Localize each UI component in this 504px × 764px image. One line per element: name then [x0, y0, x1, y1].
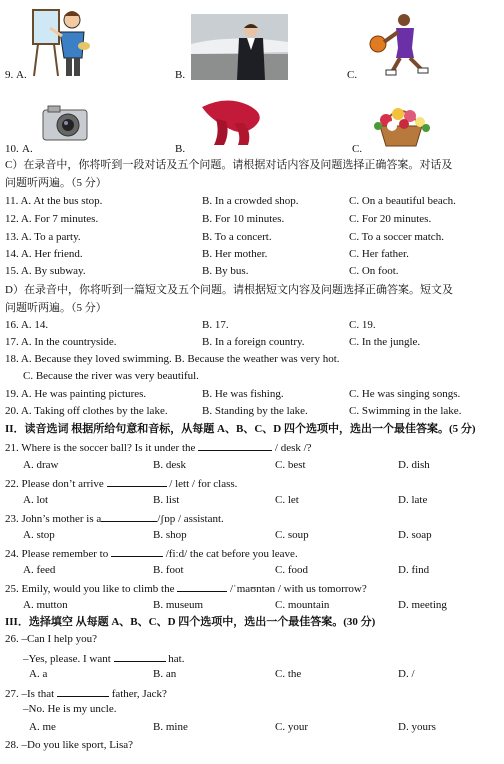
q13-option-a: 13. A. To a party.: [5, 231, 81, 243]
flower-basket-image: [368, 96, 434, 148]
q10-number: 10.: [5, 143, 19, 155]
q26-option-c: C. the: [275, 668, 302, 680]
q20-option-a: 20. A. Taking off clothes by the lake.: [5, 405, 168, 417]
q10-option-b-label: B.: [175, 143, 186, 155]
q21-stem-phonetic: / desk /?: [274, 442, 312, 454]
q26-line2: [23, 651, 185, 666]
q12-option-c: C. For 20 minutes.: [349, 213, 432, 225]
pilot-image: [191, 14, 288, 80]
q21-option-d: D. dish: [398, 459, 430, 471]
q24-blank[interactable]: [111, 546, 163, 557]
q26-blank[interactable]: [114, 651, 166, 662]
q19-option-b: B. He was fishing.: [202, 388, 284, 400]
q27-option-c: C. your: [275, 721, 308, 733]
q22-option-b: B. list: [153, 494, 180, 506]
q27-option-a: A. me: [29, 721, 56, 733]
q26-option-b: B. an: [153, 668, 177, 680]
q23-option-b: B. shop: [153, 529, 187, 541]
q24-stem-text: 24. Please remember to: [5, 548, 109, 560]
q25-stem: [5, 581, 367, 596]
q27-line2: –No. He is my uncle.: [23, 703, 117, 715]
q25-option-d: D. meeting: [398, 599, 447, 611]
scarf-image: [196, 97, 272, 147]
q17-option-b: B. In a foreign country.: [202, 336, 305, 348]
q25-option-a: A. mutton: [23, 599, 68, 611]
q26-line1: 26. –Can I help you?: [5, 633, 97, 645]
q22-blank[interactable]: [107, 476, 167, 487]
q11-option-a: 11. A. At the bus stop.: [5, 195, 103, 207]
q9-option-c-label: C.: [347, 69, 358, 81]
q27-line1: [5, 686, 167, 701]
q22-stem-text: 22. Please don’t arrive: [5, 478, 104, 490]
q21-blank[interactable]: [198, 440, 272, 451]
section-c-instruction-line2: 问题听两遍。（5 分）: [5, 177, 107, 189]
q23-option-d: D. soap: [398, 529, 432, 541]
q26-line2-end: hat.: [168, 653, 185, 665]
q10-option-c-label: C.: [352, 143, 363, 155]
q25-stem-phonetic: /ˈmaʊntən / with us tomorrow?: [229, 583, 367, 595]
q23-stem: [5, 511, 224, 526]
q23-option-a: A. stop: [23, 529, 55, 541]
q22-option-d: D. late: [398, 494, 428, 506]
section-ii-heading: II．读音选词 根据所给句意和音标，从每题 A、B、C、D 四个选项中，选出一个最佳答案。(5 分): [5, 423, 476, 435]
section-c-instruction-line1: C）在录音中，你将听到一段对话及五个问题。请根据对话内容及问题选择正确答案。对话及: [5, 159, 453, 171]
q12-option-a: 12. A. For 7 minutes.: [5, 213, 99, 225]
q23-option-c: C. soup: [275, 529, 309, 541]
q12-option-b: B. For 10 minutes.: [202, 213, 285, 225]
q22-stem: [5, 476, 237, 491]
q15-option-c: C. On foot.: [349, 265, 399, 277]
q18-line1: 18. A. Because they loved swimming. B. Because the weather was very hot.: [5, 353, 340, 365]
q22-option-a: A. lot: [23, 494, 49, 506]
q21-option-b: B. desk: [153, 459, 186, 471]
section-d-instruction-line2: 问题听两遍。（5 分）: [5, 302, 107, 314]
q16-option-b: B. 17.: [202, 319, 229, 331]
basketball-player-image: [368, 10, 430, 78]
q21-option-a: A. draw: [23, 459, 59, 471]
q14-option-a: 14. A. Her friend.: [5, 248, 83, 260]
painter-image: [30, 6, 90, 78]
q13-option-c: C. To a soccer match.: [349, 231, 444, 243]
camera-image: [40, 100, 90, 146]
q27-option-d: D. yours: [398, 721, 436, 733]
q23-blank[interactable]: [101, 511, 157, 522]
q15-option-b: B. By bus.: [202, 265, 249, 277]
q28-line1: 28. –Do you like sport, Lisa?: [5, 739, 134, 751]
q22-option-c: C. let: [275, 494, 299, 506]
q13-option-b: B. To a concert.: [202, 231, 272, 243]
q24-option-a: A. feed: [23, 564, 56, 576]
q9-option-b-label: B.: [175, 69, 186, 81]
q18-line2: C. Because the river was very beautiful.: [23, 370, 199, 382]
q27-line1-end: father, Jack?: [111, 688, 167, 700]
q24-option-d: D. find: [398, 564, 430, 576]
q14-option-b: B. Her mother.: [202, 248, 268, 260]
q21-option-c: C. best: [275, 459, 306, 471]
q19-option-a: 19. A. He was painting pictures.: [5, 388, 147, 400]
q21-stem: [5, 440, 312, 455]
q20-option-c: C. Swimming in the lake.: [349, 405, 462, 417]
q25-blank[interactable]: [177, 581, 227, 592]
q27-line1-text: 27. –Is that: [5, 688, 55, 700]
q9-option-a-label: A.: [16, 69, 27, 81]
q24-option-b: B. foot: [153, 564, 184, 576]
q22-stem-phonetic: / lett / for class.: [169, 478, 238, 490]
q24-option-c: C. food: [275, 564, 308, 576]
q19-option-c: C. He was singing songs.: [349, 388, 461, 400]
q17-option-c: C. In the jungle.: [349, 336, 421, 348]
q27-blank[interactable]: [57, 686, 109, 697]
q25-option-c: C. mountain: [275, 599, 330, 611]
section-iii-heading: III．选择填空 从每题 A、B、C、D 四个选项中，选出一个最佳答案。(30 分): [5, 616, 376, 628]
q21-stem-text: 21. Where is the soccer ball? Is it under the: [5, 442, 196, 454]
q17-option-a: 17. A. In the countryside.: [5, 336, 117, 348]
q24-stem: [5, 546, 298, 561]
q24-stem-phonetic: /fiːd/ the cat before you leave.: [165, 548, 298, 560]
q9-number: 9.: [5, 69, 14, 81]
q15-option-a: 15. A. By subway.: [5, 265, 86, 277]
q16-option-a: 16. A. 14.: [5, 319, 49, 331]
q20-option-b: B. Standing by the lake.: [202, 405, 308, 417]
q14-option-c: C. Her father.: [349, 248, 409, 260]
q26-option-d: D. /: [398, 668, 415, 680]
q16-option-c: C. 19.: [349, 319, 376, 331]
q26-line2-text: –Yes, please. I want: [23, 653, 111, 665]
q25-stem-text: 25. Emily, would you like to climb the: [5, 583, 175, 595]
q11-option-c: C. On a beautiful beach.: [349, 195, 456, 207]
q23-stem-phonetic: /ʃɒp / assistant.: [157, 513, 224, 525]
q11-option-b: B. In a crowded shop.: [202, 195, 299, 207]
q27-option-b: B. mine: [153, 721, 188, 733]
q10-option-a-label: A.: [22, 143, 33, 155]
q23-stem-text: 23. John’s mother is a: [5, 513, 102, 525]
q26-option-a: A. a: [29, 668, 48, 680]
q25-option-b: B. museum: [153, 599, 204, 611]
section-d-instruction-line1: D）在录音中，你将听到一篇短文及五个问题。请根据短文内容及问题选择正确答案。短文及: [5, 284, 453, 296]
